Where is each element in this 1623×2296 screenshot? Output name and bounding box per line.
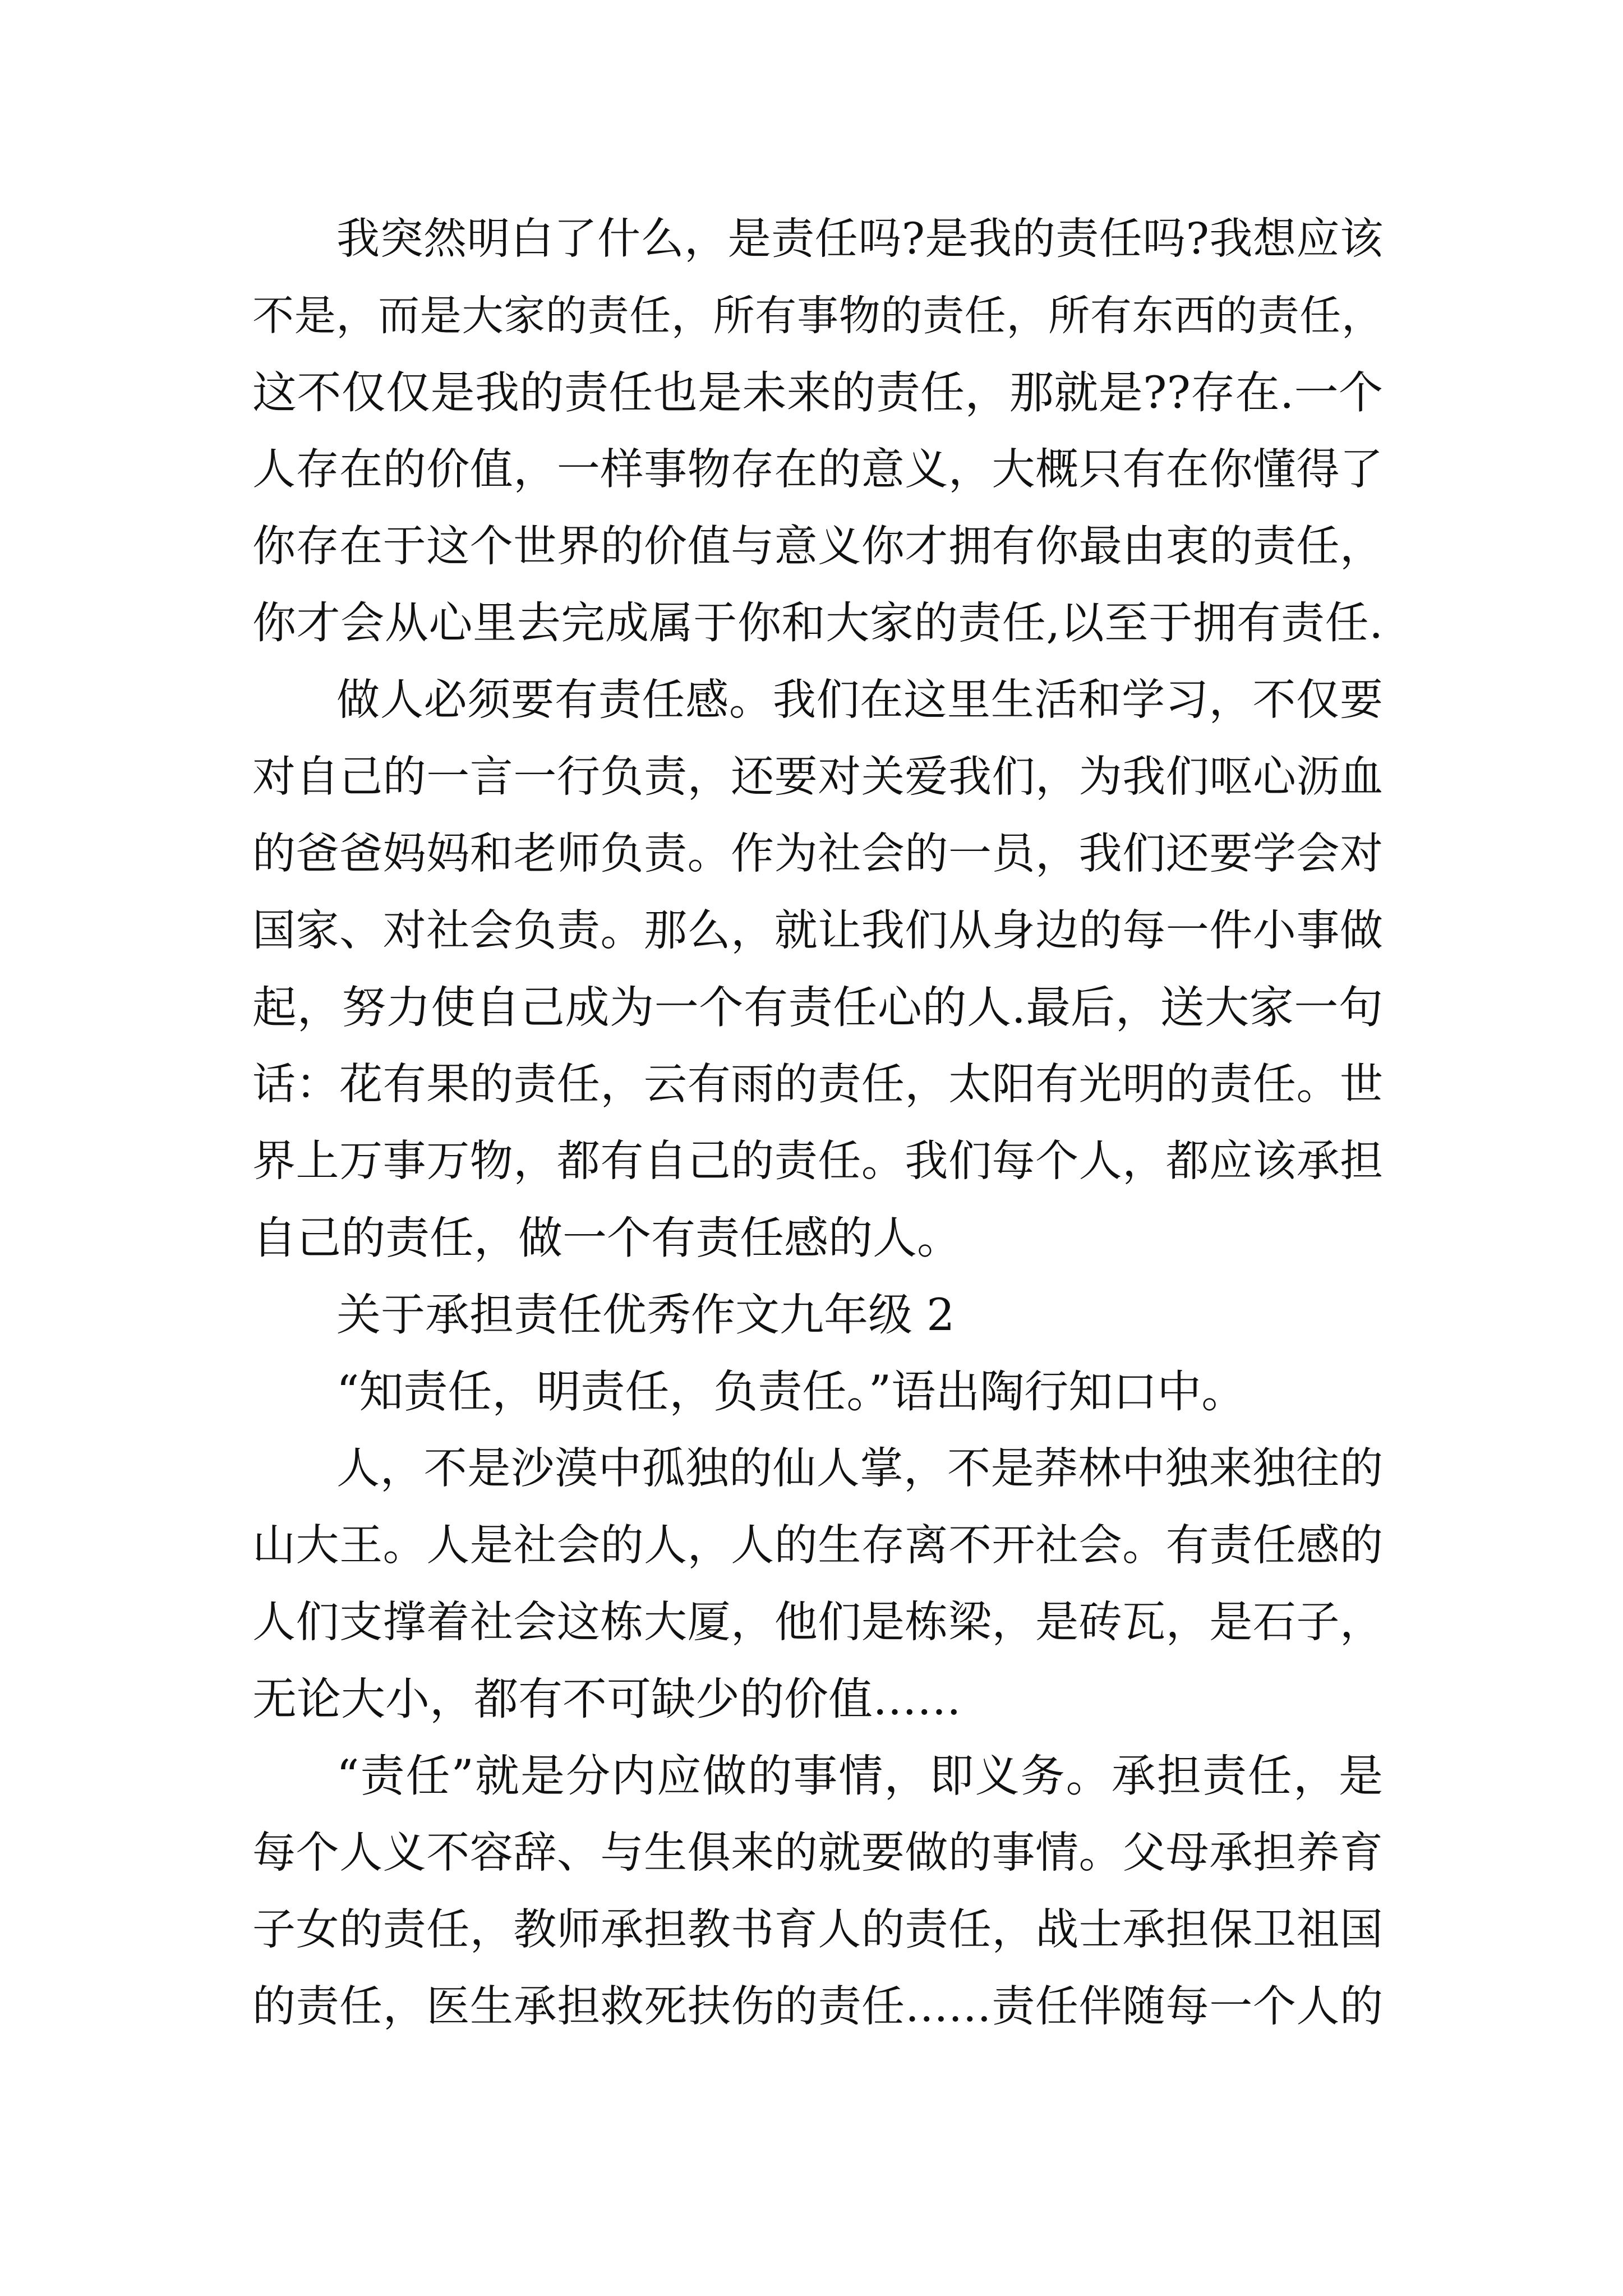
text-line: 这不仅仅是我的责任也是未来的责任，那就是??存在.一个: [252, 367, 1383, 418]
text-line: “责任”就是分内应做的事情，即义务。承担责任，是: [336, 1750, 1383, 1802]
text-line: 起，努力使自己成为一个有责任心的人.最后，送大家一句: [252, 982, 1383, 1033]
text-line: 对自己的一言一行负责，还要对关爱我们，为我们呕心沥血: [252, 752, 1383, 802]
text-line: 做人必须要有责任感。我们在这里生活和学习，不仅要: [336, 675, 1383, 725]
text-line: 你存在于这个世界的价值与意义你才拥有你最由衷的责任，: [252, 522, 1383, 572]
text-line: 你才会从心里去完成属于你和大家的责任,以至于拥有责任.: [252, 598, 1383, 648]
text-line: 无论大小，都有不可缺少的价值……: [252, 1673, 961, 1725]
text-line: 的爸爸妈妈和老师负责。作为社会的一员，我们还要学会对: [252, 829, 1383, 879]
section-heading: 关于承担责任优秀作文九年级 2: [336, 1289, 955, 1341]
document-body: [252, 201, 1383, 2045]
text-line: 人们支撑着社会这栋大厦，他们是栋梁，是砖瓦，是石子，: [252, 1598, 1383, 1648]
text-line: 人，不是沙漠中孤独的仙人掌，不是莽林中独来独往的: [336, 1444, 1383, 1494]
text-line: 山大王。人是社会的人，人的生存离不开社会。有责任感的: [252, 1521, 1383, 1571]
text-line: 不是，而是大家的责任，所有事物的责任，所有东西的责任，: [252, 292, 1383, 340]
text-line: 自己的责任，做一个有责任感的人。: [252, 1212, 961, 1264]
text-line: 每个人义不容辞、与生俱来的就要做的事情。父母承担养育: [252, 1828, 1383, 1878]
text-line: 国家、对社会负责。那么，就让我们从身边的每一件小事做: [252, 906, 1383, 956]
text-line: 话：花有果的责任，云有雨的责任，太阳有光明的责任。世: [252, 1060, 1383, 1110]
text-line: “知责任，明责任，负责任。”语出陶行知口中。: [336, 1366, 1246, 1418]
text-line: 人存在的价值，一样事物存在的意义，大概只有在你懂得了: [252, 445, 1383, 495]
text-line: 子女的责任，教师承担教书育人的责任，战士承担保卫祖国: [252, 1905, 1383, 1955]
text-line: 的责任，医生承担救死扶伤的责任……责任伴随每一个人的: [252, 1982, 1383, 2032]
text-line: 我突然明白了什么，是责任吗?是我的责任吗?我想应该: [336, 214, 1383, 264]
text-line: 界上万事万物，都有自己的责任。我们每个人，都应该承担: [252, 1137, 1383, 1186]
